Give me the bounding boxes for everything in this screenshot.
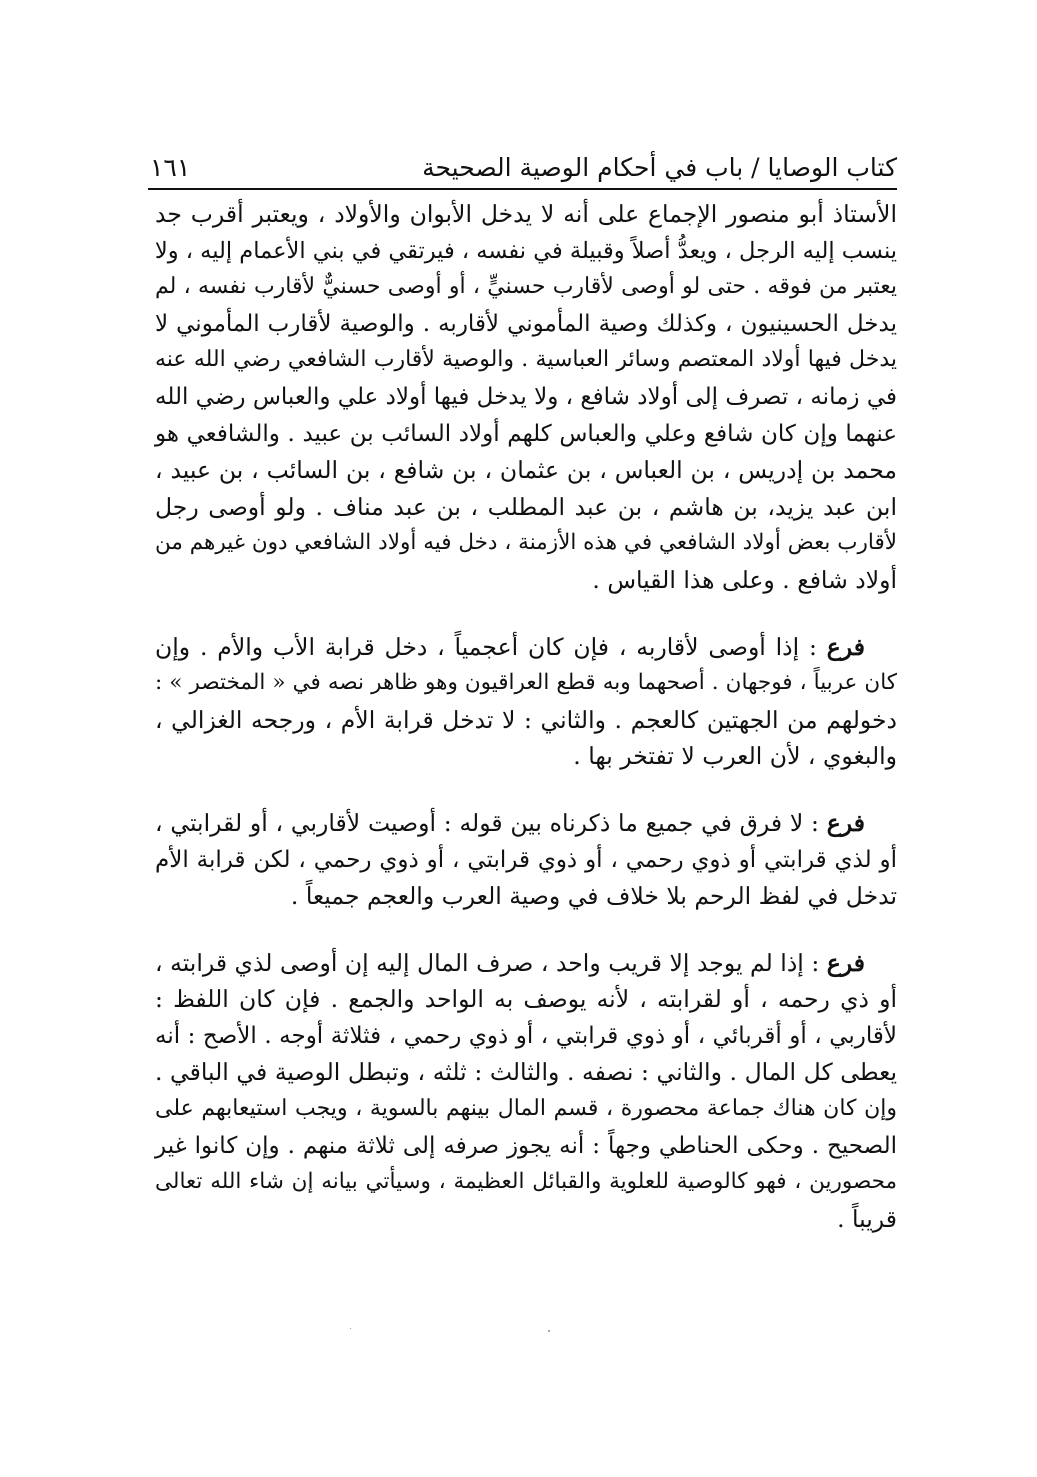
text-line: يدخل فيها أولاد المعتصم وسائر العباسية . والوصية لأقارب الشافعي رضي الله عنه	[155, 347, 897, 373]
text-line: ينسب إليه الرجل ، ويعدُّ أصلاً وقبيلة في نفسه ، فيرتقي في بني الأعمام إليه ، ولا	[154, 237, 897, 264]
text-line: لأقاربي ، أو أقربائي ، أو ذوي قرابتي ، أو ذوي رحمي ، فثلاثة أوجه . الأصح : أنه	[155, 1022, 897, 1049]
page-number: ١٦١	[150, 153, 191, 182]
text-line: يدخل الحسينيون ، وكذلك وصية المأموني لأقاربه . والوصية لأقارب المأموني لا	[155, 310, 897, 337]
text-line: وإن كان هناك جماعة محصورة ، قسم المال بينهم بالسوية ، ويجب استيعابهم على	[155, 1096, 897, 1122]
text-line: الصحيح . وحكى الحناطي وجهاً : أنه يجوز صرفه إلى ثلاثة منهم . وإن كانوا غير	[155, 1132, 897, 1159]
paragraph-4	[155, 945, 897, 1238]
text-line: عنهما وإن كان شافع وعلي والعباس كلهم أولاد السائب بن عبيد . والشافعي هو	[155, 420, 897, 447]
text-line: أولاد شافع . وعلى هذا القياس .	[592, 565, 897, 594]
scan-speck	[548, 1330, 550, 1332]
scan-speck	[350, 1328, 351, 1329]
text-line: قريباً .	[837, 1204, 897, 1233]
text-line	[155, 629, 897, 666]
text-line: كان عربياً ، فوجهان . أصحهما وبه قطع العراقيون وهو ظاهر نصه في « المختصر » :	[155, 670, 897, 696]
text-line: محمد بن إدريس ، بن العباس ، بن عثمان ، بن شافع ، بن السائب ، بن عبيد ،	[155, 456, 897, 485]
text-line: يعطى كل المال . والثاني : نصفه . والثالث : ثلثه ، وتبطل الوصية في الباقي .	[155, 1058, 897, 1087]
paragraph-3	[155, 805, 897, 915]
text-line	[155, 805, 897, 842]
text-run: : إذا لم يوجد إلا قريب واحد ، صرف المال إليه إن أوصى لذي قرابته ،	[155, 948, 827, 977]
text-line: يعتبر من فوقه . حتى لو أوصى لأقارب حسنيٍّ ، أو أوصى حسنيٌّ لأقارب نفسه ، لم	[155, 274, 897, 300]
text-line: تدخل في لفظ الرحم بلا خلاف في وصية العرب والعجم جميعاً .	[290, 882, 897, 911]
text-run: : لا فرق في جميع ما ذكرناه بين قوله : أوصيت لأقاربي ، أو لقرابتي ،	[155, 808, 827, 837]
body-text	[155, 196, 897, 1237]
text-line	[155, 945, 897, 982]
text-line: أو ذي رحمه ، أو لقرابته ، لأنه يوصف به الواحد والجمع . فإن كان اللفظ :	[155, 985, 897, 1014]
text-line: الأستاذ أبو منصور الإجماع على أنه لا يدخل الأبوان والأولاد ، ويعتبر أقرب جد	[155, 200, 897, 228]
paragraph-1	[155, 196, 897, 599]
running-title: كتاب الوصايا / باب في أحكام الوصية الصحيحة	[422, 153, 897, 182]
text-line: في زمانه ، تصرف إلى أولاد شافع ، ولا يدخل فيها أولاد علي والعباس رضي الله	[155, 383, 897, 410]
paragraph-2	[155, 629, 897, 775]
text-line: والبغوي ، لأن العرب لا تفتخر بها .	[573, 742, 897, 771]
text-line: ابن عبد يزيد، بن هاشم ، بن عبد المطلب ، بن عبد مناف . ولو أوصى رجل	[155, 492, 897, 521]
section-term: فرع	[826, 948, 865, 977]
text-line: لأقارب بعض أولاد الشافعي في هذه الأزمنة ، دخل فيه أولاد الشافعي دون غيرهم من	[155, 530, 897, 556]
text-line: أو لذي قرابتي أو ذوي رحمي ، أو ذوي قرابتي ، أو ذوي رحمي ، لكن قرابة الأم	[155, 846, 897, 873]
text-line: دخولهم من الجهتين كالعجم . والثاني : لا تدخل قرابة الأم ، ورجحه الغزالي ،	[155, 705, 897, 734]
text-run: : إذا أوصى لأقاربه ، فإن كان أعجمياً ، دخل قرابة الأب والأم . وإن	[155, 632, 827, 661]
header-rule	[148, 188, 897, 190]
text-line: محصورين ، فهو كالوصية للعلوية والقبائل العظيمة ، وسيأتي بيانه إن شاء الله تعالى	[155, 1169, 897, 1195]
page-header	[150, 142, 897, 182]
section-term: فرع	[826, 808, 865, 837]
section-term: فرع	[826, 632, 865, 661]
